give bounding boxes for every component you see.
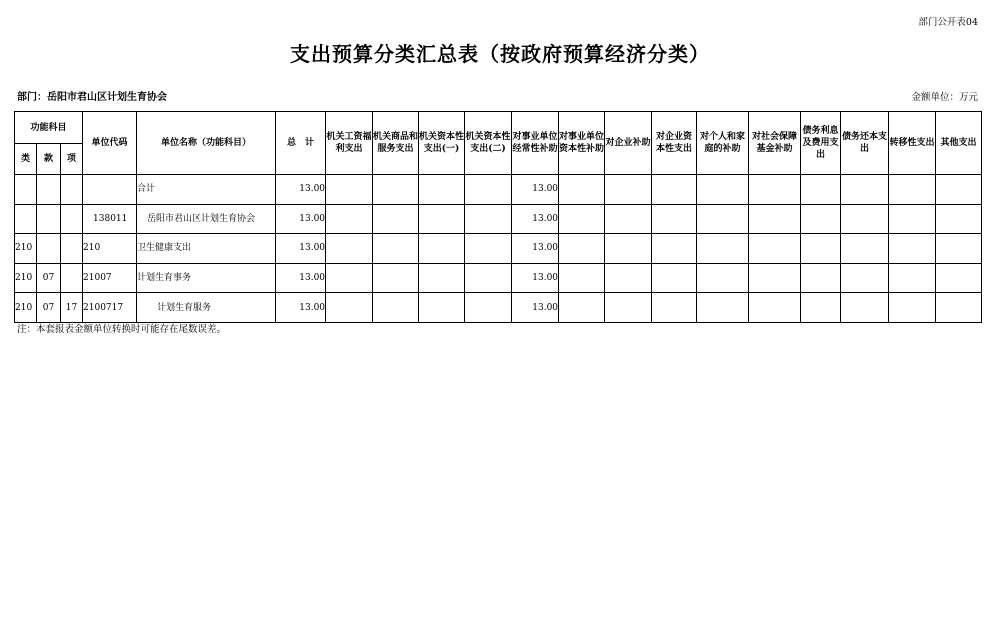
header-col: 机关工资福利支出: [326, 112, 373, 175]
header-kuan: 款: [37, 144, 61, 175]
cell-code: 138011: [83, 204, 137, 234]
header-unit-code: 单位代码: [83, 112, 137, 175]
cell-shiye-jingchang: 13.00: [512, 293, 559, 323]
cell-empty: [749, 234, 801, 264]
cell-empty: [559, 175, 605, 205]
cell-empty: [373, 234, 419, 264]
header-lei: 类: [15, 144, 37, 175]
cell-shiye-jingchang: 13.00: [512, 204, 559, 234]
cell-empty: [326, 234, 373, 264]
cell-empty: [373, 175, 419, 205]
cell-empty: [559, 293, 605, 323]
cell-empty: [801, 293, 841, 323]
cell-kuan: [37, 175, 61, 205]
cell-empty: [936, 204, 982, 234]
cell-lei: 210: [15, 263, 37, 293]
cell-empty: [373, 263, 419, 293]
cell-empty: [419, 293, 465, 323]
cell-xiang: [61, 263, 83, 293]
table-row: [15, 175, 982, 205]
department-label: 部门：岳阳市君山区计划生育协会: [17, 92, 167, 103]
cell-empty: [465, 263, 512, 293]
cell-name: 卫生健康支出: [137, 234, 276, 264]
cell-empty: [652, 204, 697, 234]
cell-empty: [749, 293, 801, 323]
cell-total: 13.00: [276, 204, 326, 234]
header-xiang: 项: [61, 144, 83, 175]
cell-empty: [697, 234, 749, 264]
cell-kuan: [37, 204, 61, 234]
cell-name: 计划生育服务: [137, 293, 276, 323]
cell-empty: [936, 263, 982, 293]
cell-kuan: [37, 234, 61, 264]
cell-empty: [373, 293, 419, 323]
cell-empty: [801, 234, 841, 264]
cell-empty: [652, 175, 697, 205]
page-title: 支出预算分类汇总表（按政府预算经济分类）: [290, 42, 710, 66]
cell-name: 合计: [137, 175, 276, 205]
header-col: 对企业资本性支出: [652, 112, 697, 175]
cell-empty: [465, 234, 512, 264]
cell-empty: [652, 293, 697, 323]
cell-total: 13.00: [276, 234, 326, 264]
cell-empty: [889, 234, 936, 264]
cell-empty: [936, 234, 982, 264]
header-col: 其他支出: [936, 112, 982, 175]
cell-empty: [697, 293, 749, 323]
cell-name: 岳阳市君山区计划生育协会: [137, 204, 276, 234]
cell-empty: [749, 204, 801, 234]
header-col: 机关资本性支出(二): [465, 112, 512, 175]
header-col: 机关商品和服务支出: [373, 112, 419, 175]
cell-empty: [559, 263, 605, 293]
cell-empty: [605, 263, 652, 293]
cell-empty: [841, 234, 889, 264]
table-row: [15, 263, 982, 293]
cell-empty: [465, 204, 512, 234]
cell-shiye-jingchang: 13.00: [512, 234, 559, 264]
header-col: 对事业单位资本性补助: [559, 112, 605, 175]
cell-empty: [559, 234, 605, 264]
cell-empty: [697, 175, 749, 205]
cell-empty: [373, 204, 419, 234]
cell-empty: [749, 263, 801, 293]
header-col: 债务利息及费用支出: [801, 112, 841, 175]
cell-xiang: [61, 234, 83, 264]
table-row: [15, 293, 982, 323]
cell-empty: [465, 175, 512, 205]
cell-empty: [559, 204, 605, 234]
form-number: 部门公开表04: [918, 17, 978, 28]
cell-empty: [936, 175, 982, 205]
header-func-subject: 功能科目: [15, 112, 83, 144]
cell-code: 210: [83, 234, 137, 264]
cell-total: 13.00: [276, 293, 326, 323]
header-col: 对个人和家庭的补助: [697, 112, 749, 175]
cell-code: [83, 175, 137, 205]
cell-lei: 210: [15, 293, 37, 323]
cell-name: 计划生育事务: [137, 263, 276, 293]
cell-xiang: [61, 175, 83, 205]
cell-empty: [419, 263, 465, 293]
cell-empty: [652, 234, 697, 264]
cell-code: 2100717: [83, 293, 137, 323]
cell-empty: [889, 263, 936, 293]
cell-total: 13.00: [276, 175, 326, 205]
cell-empty: [326, 263, 373, 293]
cell-empty: [801, 204, 841, 234]
header-unit-name: 单位名称（功能科目）: [137, 112, 276, 175]
cell-shiye-jingchang: 13.00: [512, 175, 559, 205]
cell-empty: [889, 175, 936, 205]
cell-lei: [15, 204, 37, 234]
cell-empty: [841, 293, 889, 323]
header-col: 对事业单位经常性补助: [512, 112, 559, 175]
table-row: [15, 204, 982, 234]
cell-shiye-jingchang: 13.00: [512, 263, 559, 293]
header-col: 机关资本性支出(一): [419, 112, 465, 175]
cell-empty: [326, 175, 373, 205]
cell-kuan: 07: [37, 263, 61, 293]
cell-empty: [326, 293, 373, 323]
table-row: [15, 234, 982, 264]
cell-empty: [465, 293, 512, 323]
header-col: 债务还本支出: [841, 112, 889, 175]
cell-empty: [841, 175, 889, 205]
cell-empty: [889, 293, 936, 323]
cell-empty: [326, 204, 373, 234]
header-col: 对社会保障基金补助: [749, 112, 801, 175]
cell-kuan: 07: [37, 293, 61, 323]
amount-unit-label: 金额单位：万元: [911, 92, 978, 103]
cell-empty: [841, 204, 889, 234]
cell-empty: [936, 293, 982, 323]
cell-empty: [605, 175, 652, 205]
header-col: 对企业补助: [605, 112, 652, 175]
cell-empty: [889, 204, 936, 234]
cell-empty: [605, 204, 652, 234]
cell-empty: [605, 234, 652, 264]
cell-empty: [652, 263, 697, 293]
cell-empty: [697, 204, 749, 234]
cell-empty: [419, 204, 465, 234]
footnote: 注：本套报表金额单位转换时可能存在尾数误差。: [17, 324, 227, 335]
cell-xiang: [61, 204, 83, 234]
cell-xiang: 17: [61, 293, 83, 323]
expenditure-budget-table: [14, 111, 982, 323]
header-col: 转移性支出: [889, 112, 936, 175]
cell-empty: [605, 293, 652, 323]
cell-empty: [801, 263, 841, 293]
cell-empty: [419, 175, 465, 205]
cell-lei: [15, 175, 37, 205]
cell-total: 13.00: [276, 263, 326, 293]
cell-empty: [801, 175, 841, 205]
cell-empty: [697, 263, 749, 293]
cell-empty: [419, 234, 465, 264]
header-total: 总 计: [276, 112, 326, 175]
cell-code: 21007: [83, 263, 137, 293]
cell-empty: [841, 263, 889, 293]
cell-empty: [749, 175, 801, 205]
cell-lei: 210: [15, 234, 37, 264]
